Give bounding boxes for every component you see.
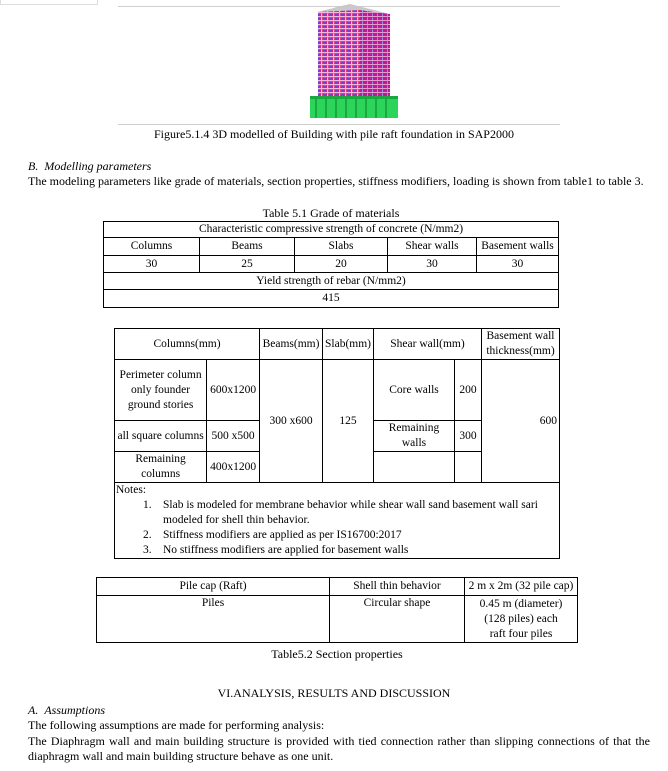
col-shear-walls: Shear walls — [388, 238, 477, 256]
section-a-number: A. — [28, 703, 39, 717]
table-row — [115, 329, 560, 360]
section-sizes-table — [114, 328, 560, 559]
note-text: Stiffness modifiers are applied as per IS16700:2017 — [163, 529, 402, 541]
note-text: No stiffness modifiers are applied for basement walls — [163, 544, 409, 556]
section-a-title: Assumptions — [44, 703, 106, 717]
note-item — [115, 543, 559, 558]
table-row — [104, 273, 559, 290]
row-perimeter-value: 600x1200 — [207, 360, 260, 421]
assumptions-intro: The following assumptions are made for performing analysis: — [28, 718, 325, 732]
beam-value: 300 x600 — [260, 360, 323, 483]
table-row — [104, 290, 559, 308]
section-properties-table — [96, 577, 578, 643]
rebar-value: 415 — [104, 290, 559, 308]
figure-caption: Figure5.1.4 3D modelled of Building with pile raft foundation in SAP2000 — [154, 127, 514, 141]
note-number: 1. — [143, 499, 152, 511]
pile-cap-label: Pile cap (Raft) — [97, 578, 330, 596]
table-row — [97, 596, 578, 643]
top-frame-edge — [0, 0, 98, 5]
row-square-value: 500 x500 — [207, 421, 260, 452]
val-columns: 30 — [104, 256, 200, 273]
section-b-number: B. — [28, 159, 39, 173]
piles-size: 0.45 m (diameter) (128 piles) each raft four piles — [465, 596, 578, 643]
row-perimeter-label: Perimeter column only founder ground stories — [115, 360, 207, 421]
val-beams: 25 — [200, 256, 295, 273]
remaining-walls-value: 300 — [455, 421, 482, 452]
section-b-heading — [28, 159, 151, 174]
row-remaining-value: 400x1200 — [207, 452, 260, 483]
materials-header: Characteristic compressive strength of concrete (N/mm2) — [104, 222, 559, 238]
empty-cell — [374, 452, 455, 483]
val-basement-walls: 30 — [477, 256, 559, 273]
note-item — [115, 528, 559, 543]
table-row — [115, 360, 560, 421]
empty-cell — [455, 452, 482, 483]
table1-title: Table 5.1 Grade of materials — [262, 206, 400, 220]
col-beams: Beams — [200, 238, 295, 256]
row-square-label: all square columns — [115, 421, 207, 452]
table-row — [97, 578, 578, 596]
header-slab: Slab(mm) — [323, 329, 374, 360]
section-b-title: Modelling parameters — [44, 159, 152, 173]
slab-value: 125 — [323, 360, 374, 483]
val-slabs: 20 — [295, 256, 388, 273]
col-basement-walls: Basement walls — [477, 238, 559, 256]
piles-shape: Circular shape — [330, 596, 465, 643]
section-a-heading — [28, 703, 105, 718]
core-walls-value: 200 — [455, 360, 482, 421]
header-basement-wall: Basement wall thickness(mm) — [482, 329, 560, 360]
basement-value: 600 — [482, 360, 560, 483]
header-columns: Columns(mm) — [115, 329, 260, 360]
table-row — [115, 483, 560, 559]
header-shear-wall: Shear wall(mm) — [374, 329, 482, 360]
building-3d-model-figure — [290, 0, 415, 124]
notes-title: Notes: — [116, 484, 147, 496]
table-row — [104, 256, 559, 273]
col-columns: Columns — [104, 238, 200, 256]
remaining-walls-label: Remaining walls — [374, 421, 455, 452]
table-row — [104, 238, 559, 256]
pile-cap-size: 2 m x 2m (32 pile cap) — [465, 578, 578, 596]
materials-table — [103, 221, 559, 308]
figure-rule — [118, 124, 560, 125]
note-item — [115, 498, 559, 528]
col-slabs: Slabs — [295, 238, 388, 256]
row-remaining-label: Remaining columns — [115, 452, 207, 483]
table-row — [104, 222, 559, 238]
core-walls-label: Core walls — [374, 360, 455, 421]
rebar-label: Yield strength of rebar (N/mm2) — [104, 273, 559, 290]
val-shear-walls: 30 — [388, 256, 477, 273]
section-b-paragraph: The modeling parameters like grade of materials, section properties, stiffness modifiers, loading is shown from table1 to table 3. — [28, 174, 644, 188]
note-number: 3. — [143, 544, 152, 556]
header-beams: Beams(mm) — [260, 329, 323, 360]
note-text: Slab is modeled for membrane behavior while shear wall sand basement wall sari modeled for shell thin behavior. — [163, 499, 538, 526]
section-vi-heading: VI.ANALYSIS, RESULTS AND DISCUSSION — [217, 686, 451, 700]
table2-caption: Table5.2 Section properties — [271, 647, 403, 661]
note-number: 2. — [143, 529, 152, 541]
pile-cap-behavior: Shell thin behavior — [330, 578, 465, 596]
notes-cell — [115, 483, 560, 559]
assumptions-text: The Diaphragm wall and main building structure is provided with tied connection rather than slipping connections of that the diaphragm wall and main building structure behave as one unit. — [28, 734, 650, 763]
piles-label: Piles — [97, 596, 330, 643]
